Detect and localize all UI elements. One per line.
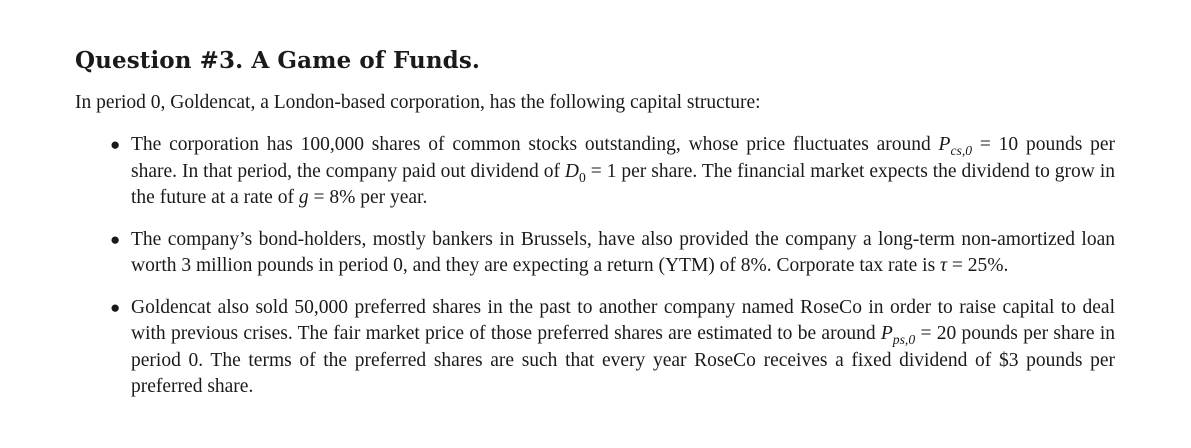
bullet-text: The company’s bond-holders, mostly bankers in Brussels, have also provided the company a long-term non-amortized loan worth 3 million pounds in period 0, and they are expecting a return (YTM) of 8%. Corporate tax rate is (131, 228, 1115, 276)
bullet-text: = 8% per year. (308, 187, 428, 208)
bullet-text: = 20 pounds per share in period 0. The terms of the preferred shares are such that every year RoseCo receives a fixed dividend of $3 pounds per preferred share. (131, 323, 1116, 397)
document-page (75, 44, 1115, 401)
math-sub: ps,0 (892, 331, 916, 347)
math-sub: cs,0 (950, 142, 973, 158)
bullet-text: = 1 per share. The financial market expects the dividend to grow in the future at a rate of (131, 160, 1115, 208)
bullet-item-preferred (75, 295, 1115, 401)
math-var: D (564, 160, 579, 182)
bullet-text: = 25%. (947, 255, 1009, 276)
bullet-text: = 10 pounds per share. In that period, the company paid out dividend of (131, 134, 1115, 182)
math-var: g (298, 187, 309, 208)
intro-paragraph: In period 0, Goldencat, a London-based corporation, has the following capital structure: (75, 92, 761, 113)
bullet-text: Goldencat also sold 50,000 preferred shares in the past to another company named RoseCo in order to raise capital to deal with previous crises. The fair market price of those preferred shares are estimated to be around (131, 296, 1115, 344)
bullet-text: The corporation has 100,000 shares of common stocks outstanding, whose price fluctuates around (131, 134, 939, 155)
question-heading: Question #3. A Game of Funds. (75, 47, 480, 74)
bullet-item-bonds (75, 227, 1115, 280)
math-sub: 0 (578, 169, 586, 185)
math-var: P (880, 323, 893, 344)
bullet-dot-icon: ● (110, 135, 121, 154)
bullet-item-common-stock (75, 132, 1115, 212)
math-var: P (938, 134, 951, 155)
bullet-dot-icon: ● (110, 229, 121, 249)
math-var: τ (940, 255, 948, 276)
bullet-dot-icon: ● (110, 297, 121, 317)
bullet-list (75, 132, 1115, 401)
